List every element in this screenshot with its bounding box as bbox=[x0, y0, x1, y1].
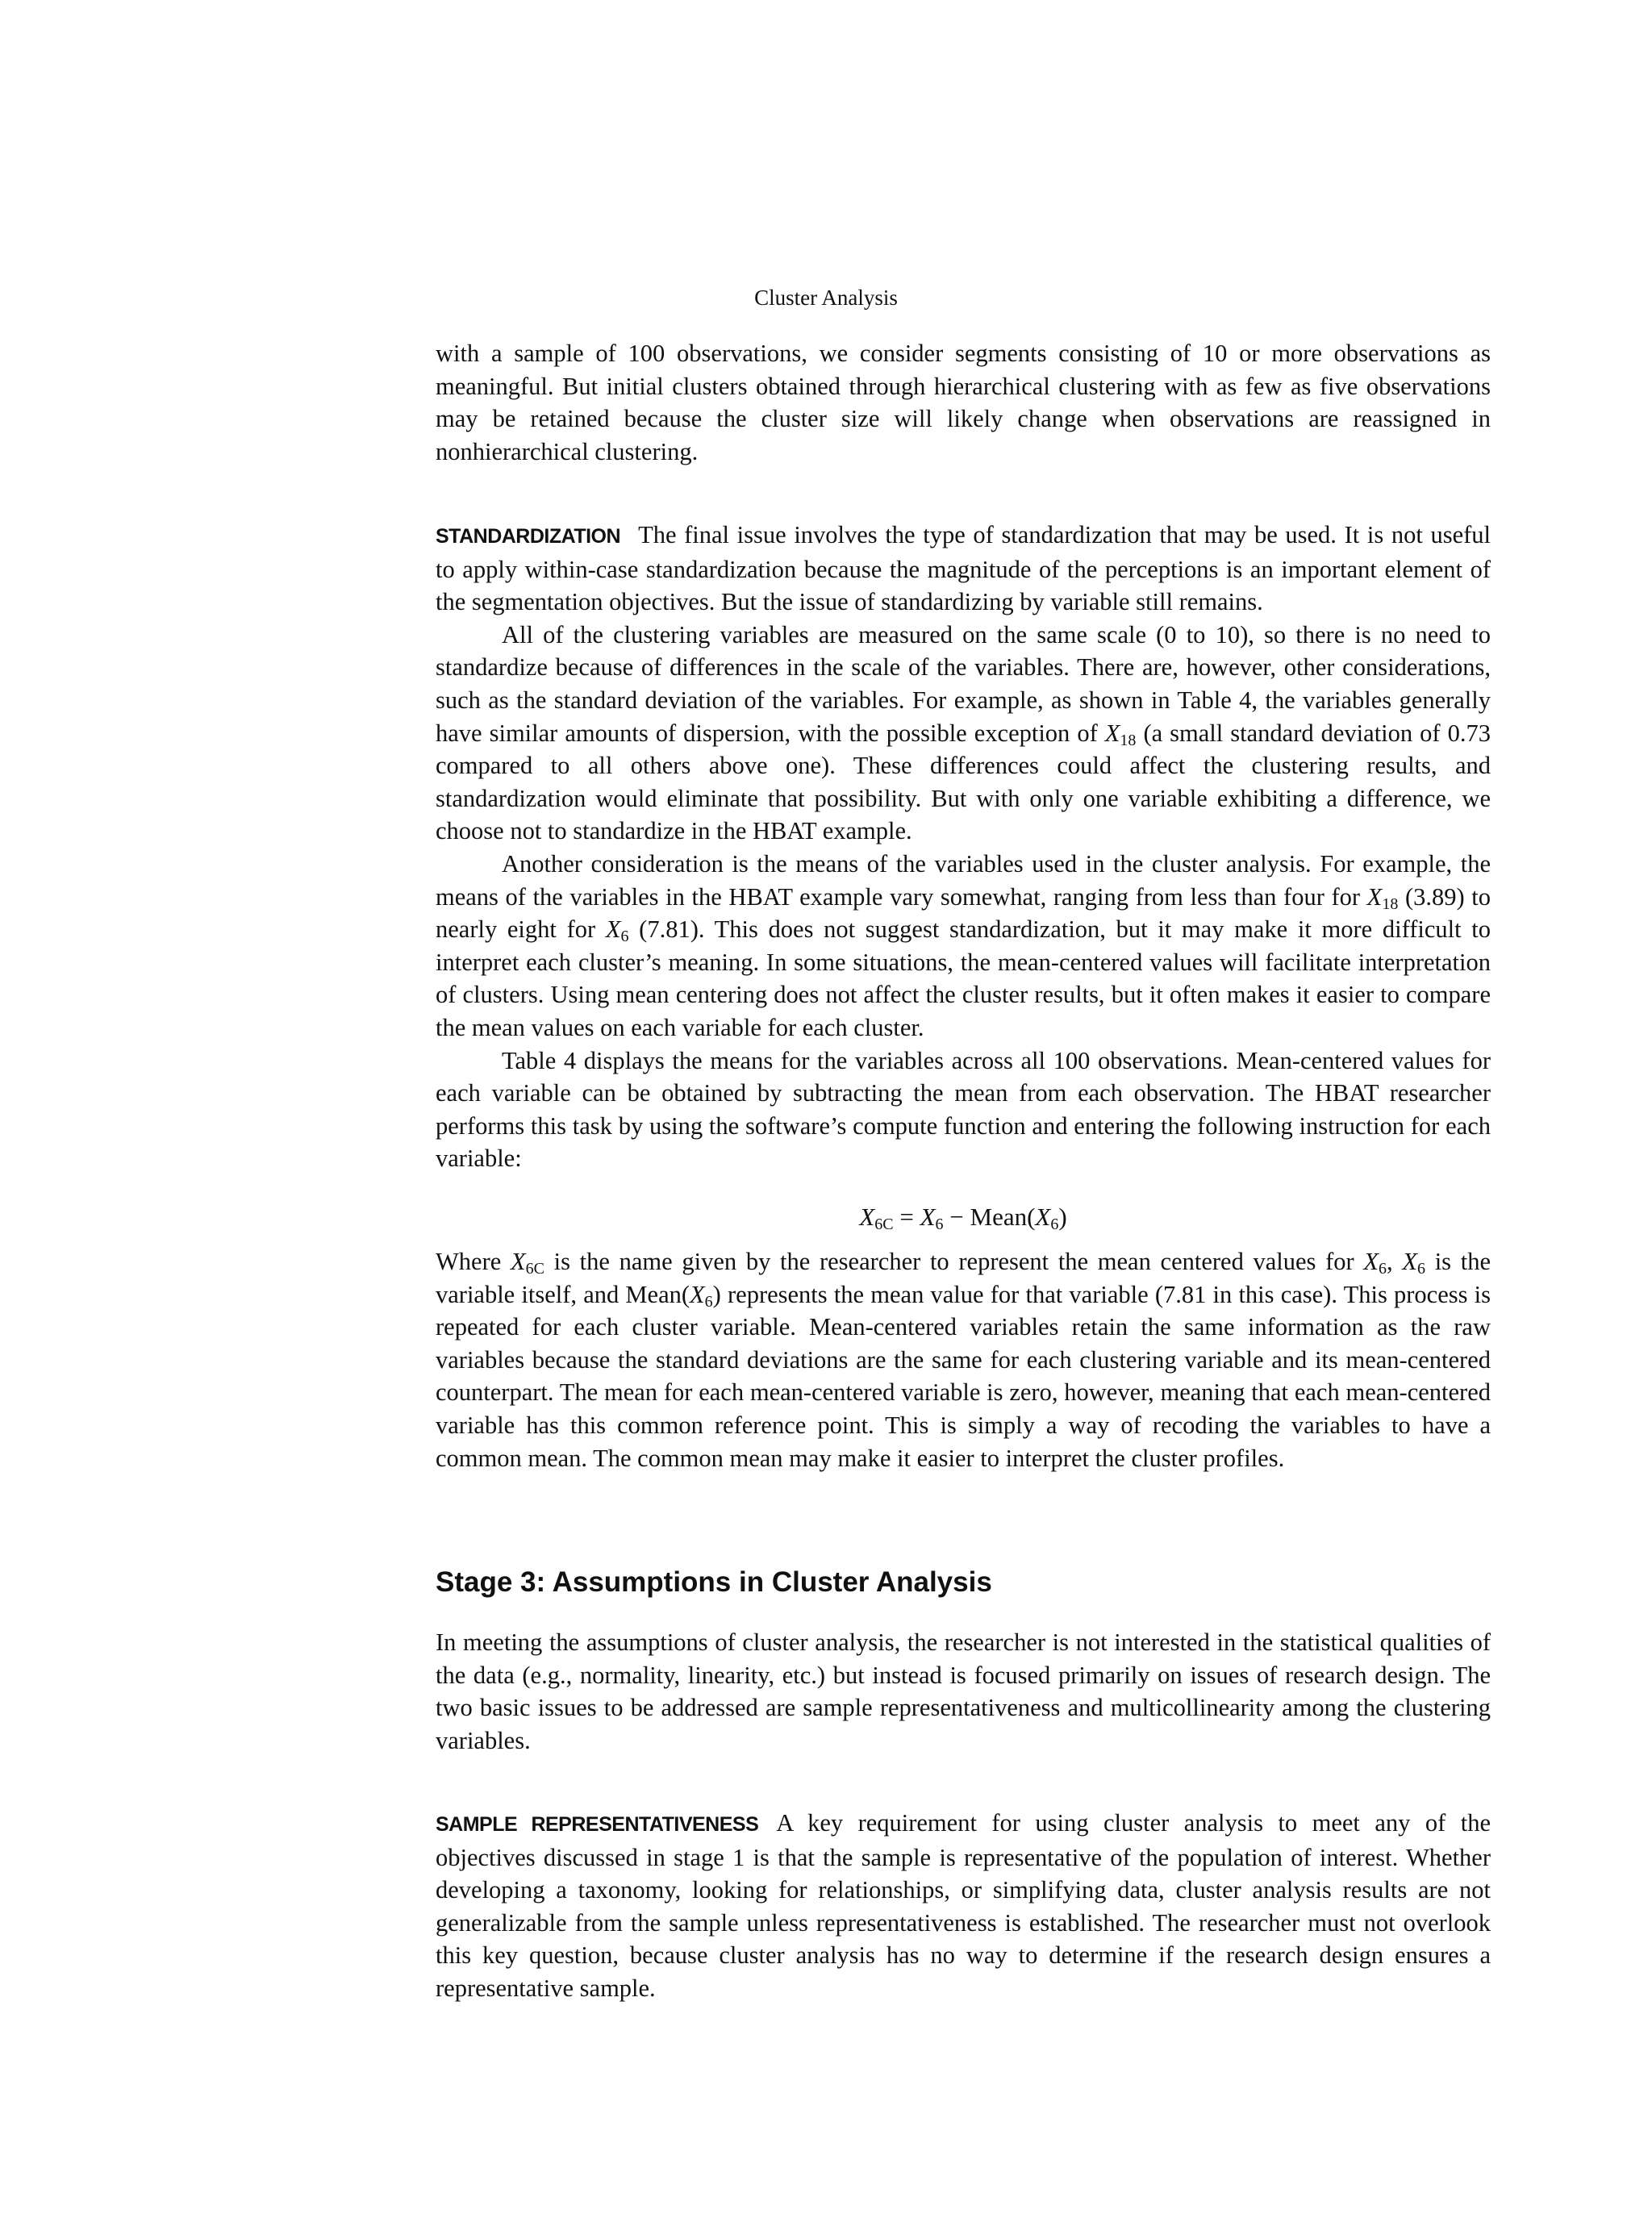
text-run: is the name given by the researcher to represent the mean centered values for bbox=[544, 1248, 1364, 1275]
text-run: ) represents the mean value for that variable (7.81 in this case). This process is repeated for each cluster variable. Mean-centered variables retain the same information as the raw variables because the standard deviations are the same for each clustering variable and its mean-centered counterpart. The mean for each mean-centered variable is zero, however, meaning that each mean-centered variable has this common reference point. This is simply a way of recoding the variables to have a common mean. The common mean may make it easier to interpret the cluster profiles. bbox=[436, 1280, 1491, 1472]
paragraph-assumptions bbox=[436, 1626, 1491, 1757]
variable-x6: $X_6$ bbox=[1402, 1248, 1425, 1278]
equals-sign: = bbox=[893, 1203, 920, 1231]
variable-x6: $X_6$ bbox=[920, 1203, 944, 1233]
paragraph-where bbox=[436, 1245, 1491, 1474]
paragraph-table4: Table 4 displays the means for the variables across all 100 observations. Mean-centered values for each variable can be obtained by subtracting the mean from each observation. The HBAT researcher performs this task by using the software’s compute function and entering the following instruction for each variable: bbox=[436, 1046, 1491, 1173]
close-paren: ) bbox=[1058, 1203, 1067, 1231]
variable-x6: $X_6$ bbox=[1363, 1248, 1387, 1278]
sample-representativeness-section bbox=[436, 1807, 1491, 2005]
paragraph-text bbox=[436, 1245, 1491, 1474]
text-run: , bbox=[1387, 1248, 1403, 1275]
paragraph-sample bbox=[436, 1807, 1491, 2005]
paragraph-standardization bbox=[436, 519, 1491, 619]
variable-x6: $X_6$ bbox=[690, 1280, 713, 1311]
variable-x18: $X_{18}$ bbox=[1104, 719, 1137, 749]
text-run: Another consideration is the means of the variables used in the cluster analysis. For example, the means of the variables in the HBAT example vary somewhat, ranging from less than four for bbox=[436, 849, 1491, 911]
paragraph-text: The final issue involves the type of standardization that may be used. It is not useful to apply within-case standardization because the magnitude of the perceptions is an important element of the segmentation objectives. But the issue of standardizing by variable still remains. bbox=[436, 521, 1491, 616]
standardization-heading: STANDARDIZATION bbox=[436, 525, 621, 548]
paragraph-means bbox=[436, 848, 1491, 1045]
mean-centering-equation bbox=[436, 1199, 1491, 1235]
variable-x18: $X_{18}$ bbox=[1366, 882, 1399, 913]
text-run: (a small standard deviation of 0.73 compared to all others above one). These differences could affect the clustering results, and standardization would eliminate that possibility. But with only one variable exhibiting a difference, we choose not to standardize in the HBAT example. bbox=[436, 719, 1491, 845]
minus-mean: − Mean( bbox=[943, 1203, 1036, 1231]
text-run: All of the clustering variables are measured on the same scale (0 to 10), so there is no need to standardize because of differences in the scale of the variables. There are, however, other considerations, such as the standard deviation of the variables. For example, as shown in Table 4, the variables generally have similar amounts of dispersion, with the possible exception of bbox=[436, 620, 1491, 747]
text-run: is the variable itself, and Mean( bbox=[436, 1248, 1491, 1308]
running-head: Cluster Analysis bbox=[754, 286, 898, 310]
paragraph-same-scale bbox=[436, 619, 1491, 848]
variable-x6: $X_6$ bbox=[605, 915, 629, 946]
variable-x6c: $X_{6C}$ bbox=[859, 1203, 894, 1233]
paragraph-cluster-size bbox=[436, 337, 1491, 468]
variable-x6: $X_6$ bbox=[1035, 1203, 1059, 1233]
sample-representativeness-heading: SAMPLE REPRESENTATIVENESS bbox=[436, 1813, 759, 1836]
text-run: (7.81). This does not suggest standardization, but it may make it more difficult to interpret each cluster’s meaning. In some situations, the mean-centered values will facilitate interpretation of clusters. Using mean centering does not affect the cluster results, but it often makes it easier to compare the mean values on each variable for each cluster. bbox=[436, 915, 1491, 1041]
text-run: Where bbox=[436, 1248, 511, 1275]
paragraph-text: A key requirement for using cluster analysis to meet any of the objectives discussed in stage 1 is that the sample is representative of the population of interest. Whether developing a taxonomy, looking for relationships, or simplifying data, cluster analysis results are not generalizable from the sample unless representativeness is established. The researcher must not overlook this key question, because cluster analysis has no way to determine if the research design ensures a representative sample. bbox=[436, 1809, 1491, 2002]
paragraph-text: In meeting the assumptions of cluster analysis, the researcher is not interested in the statistical qualities of the data (e.g., normality, linearity, etc.) but instead is focused primarily on issues of research design. The two basic issues to be addressed are sample representativeness and multicollinearity among the clustering variables. bbox=[436, 1628, 1491, 1754]
variable-x6c: $X_{6C}$ bbox=[510, 1248, 544, 1278]
section-heading-stage3: Stage 3: Assumptions in Cluster Analysis bbox=[436, 1566, 992, 1598]
paragraph-text: with a sample of 100 observations, we consider segments consisting of 10 or more observations as meaningful. But initial clusters obtained through hierarchical clustering with as few as five observations may be retained because the cluster size will likely change when observations are reassigned in nonhierarchical clustering. bbox=[436, 340, 1491, 465]
text-run: (3.89) to nearly eight for bbox=[436, 882, 1491, 944]
standardization-section bbox=[436, 519, 1491, 1175]
